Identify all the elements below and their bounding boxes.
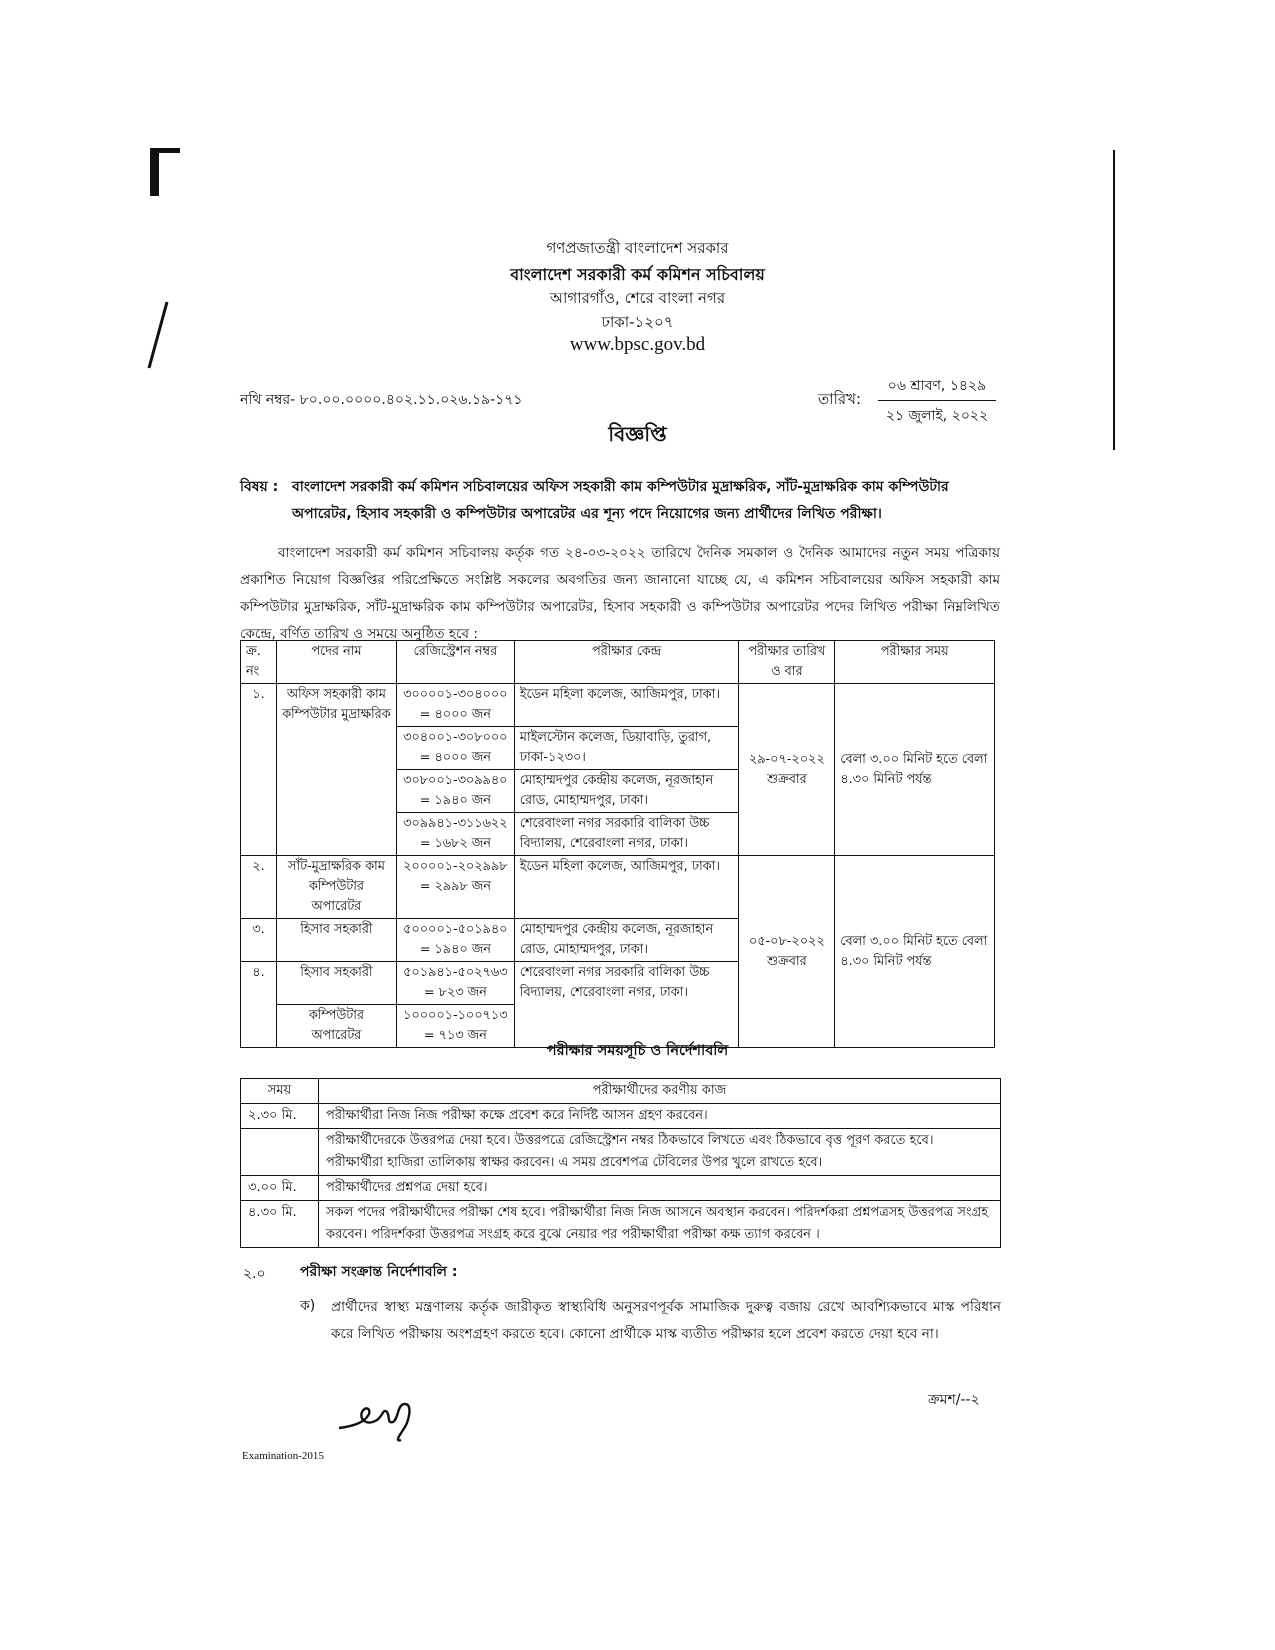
group1-time: বেলা ৩.০০ মিনিট হতে বেলা ৪.৩০ মিনিট পর্যন্ত bbox=[835, 684, 995, 856]
intro-paragraph: বাংলাদেশ সরকারী কর্ম কমিশন সচিবালয় কর্তৃক গত ২৪-০৩-২০২২ তারিখে দৈনিক সমকাল ও দৈনিক আমাদের নতুন সময় পত্রিকায় প্রকাশিত নিয়োগ বিজ্ঞপ্তির পরিপ্রেক্ষিতে সংশ্লিষ্ট সকলের অবগতির জন্য জানানো যাচ্ছে যে, এ কমিশন সচিবালয়ের অফিস সহকারী কাম কম্পিউটার মুদ্রাক্ষরিক, সাঁট-মুদ্রাক্ষরিক কাম কম্পিউটার অপারেটর, হিসাব সহকারী ও কম্পিউটার অপারেটর পদের লিখিত পরীক্ষা নিম্নলিখিত কেন্দ্রে, বর্ণিত তারিখ ও সময়ে অনুষ্ঠিত হবে : bbox=[240, 545, 1000, 642]
row-center: মোহাম্মদপুর কেন্দ্রীয় কলেজ, নূরজাহান রোড, মোহাম্মদপুর, ঢাকা। bbox=[514, 770, 739, 813]
schedule-header-row bbox=[241, 1079, 1001, 1104]
date-english: ২১ জুলাই, ২০২২ bbox=[885, 408, 989, 424]
section2-number: ২.০ bbox=[243, 1266, 266, 1282]
row-post: কম্পিউটার অপারেটর bbox=[276, 1005, 396, 1048]
group1-date: ২৯-০৭-২০২২ শুক্রবার bbox=[739, 684, 835, 856]
schedule-row bbox=[241, 1104, 1001, 1129]
header-website: www.bpsc.gov.bd bbox=[569, 334, 706, 355]
schedule-task: পরীক্ষার্থীদের প্রশ্নপত্র দেয়া হবে। bbox=[319, 1176, 1001, 1201]
row-post: হিসাব সহকারী bbox=[276, 962, 396, 1005]
scan-mark-corner bbox=[150, 148, 159, 196]
header-city: ঢাকা-১২০৭ bbox=[601, 313, 674, 331]
header-time: পরীক্ষার সময় bbox=[835, 641, 995, 684]
row-reg: ১০০০০১-১০০৭১৩ = ৭১৩ জন bbox=[396, 1005, 514, 1048]
schedule-title: পরীক্ষার সময়সূচি ও নির্দেশাবলি bbox=[546, 1043, 729, 1059]
notice-title: বিজ্ঞপ্তি bbox=[608, 422, 667, 446]
row-reg: ৫০০০০১-৫০১৯৪০ = ১৯৪০ জন bbox=[396, 919, 514, 962]
table-row bbox=[241, 856, 995, 919]
row-post: সাঁট-মুদ্রাক্ষরিক কাম কম্পিউটার অপারেটর bbox=[276, 856, 396, 919]
row-reg: ৫০১৯৪১-৫০২৭৬৩ = ৮২৩ জন bbox=[396, 962, 514, 1005]
header-date: পরীক্ষার তারিখ ও বার bbox=[739, 641, 835, 684]
row-serial: ১. bbox=[241, 684, 277, 856]
header-address: আগারগাঁও, শেরে বাংলা নগর bbox=[549, 289, 726, 307]
group2-time: বেলা ৩.০০ মিনিট হতে বেলা ৪.৩০ মিনিট পর্যন্ত bbox=[835, 856, 995, 1048]
header-reg: রেজিস্ট্রেশন নম্বর bbox=[396, 641, 514, 684]
table-row bbox=[241, 684, 995, 727]
header-post: পদের নাম bbox=[276, 641, 396, 684]
date-bangla: ০৬ শ্রাবণ, ১৪২৯ bbox=[878, 374, 996, 401]
scan-mark-corner-top bbox=[150, 148, 180, 153]
row-serial: ২. bbox=[241, 856, 277, 919]
row-center: শেরেবাংলা নগর সরকারি বালিকা উচ্চ বিদ্যালয়, শেরেবাংলা নগর, ঢাকা। bbox=[514, 813, 739, 856]
schedule-task: পরীক্ষার্থীদেরকে উত্তরপত্র দেয়া হবে। উত্তরপত্রে রেজিস্ট্রেশন নম্বর ঠিকভাবে লিখতে এবং ঠিকভাবে বৃত্ত পূরণ করতে হবে। পরীক্ষার্থীরা হাজিরা তালিকায় স্বাক্ষর করবেন। এ সময় প্রবেশপত্র টেবিলের উপর খুলে রাখতে হবে। bbox=[319, 1129, 1001, 1176]
row-center: মাইলস্টোন কলেজ, ডিয়াবাড়ি, তুরাগ, ঢাকা-১২৩০। bbox=[514, 727, 739, 770]
schedule-header-time: সময় bbox=[241, 1079, 319, 1104]
item-k-label: ক) bbox=[300, 1298, 316, 1314]
memo-number: নথি নম্বর- ৮০.০০.০০০০.৪০২.১১.০২৬.১৯-১৭১ bbox=[240, 392, 523, 408]
row-center: মোহাম্মদপুর কেন্দ্রীয় কলেজ, নূরজাহান রোড, মোহাম্মদপুর, ঢাকা। bbox=[514, 919, 739, 962]
section2-title: পরীক্ষা সংক্রান্ত নির্দেশাবলি : bbox=[300, 1264, 458, 1280]
header-government: গণপ্রজাতন্ত্রী বাংলাদেশ সরকার bbox=[546, 239, 729, 257]
row-post: অফিস সহকারী কাম কম্পিউটার মুদ্রাক্ষরিক bbox=[276, 684, 396, 856]
schedule-task: সকল পদের পরীক্ষার্থীদের পরীক্ষা শেষ হবে। পরীক্ষার্থীরা নিজ নিজ আসনে অবস্থান করবেন। পরিদর্শকরা প্রশ্নপত্রসহ উত্তরপত্র সংগ্রহ করবেন। পরিদর্শকরা উত্তরপত্র সংগ্রহ করে বুঝে নেয়ার পর পরীক্ষার্থীরা পরীক্ষা কক্ষ ত্যাগ করবেন । bbox=[319, 1201, 1001, 1248]
row-serial: ৩. bbox=[241, 919, 277, 962]
row-serial: ৪. bbox=[241, 962, 277, 1048]
subject-text: বাংলাদেশ সরকারী কর্ম কমিশন সচিবালয়ের অফিস সহকারী কাম কম্পিউটার মুদ্রাক্ষরিক, সাঁট-মুদ্রাক্ষরিক কাম কম্পিউটার অপারেটর, হিসাব সহকারী ও কম্পিউটার অপারেটর এর শূন্য পদে নিয়োগের জন্য প্রার্থীদের লিখিত পরীক্ষা। bbox=[292, 479, 949, 522]
row-center: ইডেন মহিলা কলেজ, আজিমপুর, ঢাকা। bbox=[514, 684, 739, 727]
item-k-text: প্রার্থীদের স্বাস্থ্য মন্ত্রণালয় কর্তৃক জারীকৃত স্বাস্থ্যবিধি অনুসরণপূর্বক সামাজিক দুরুত্ব বজায় রেখে আবশ্যিকভাবে মাস্ক পরিধান করে লিখিত পরীক্ষায় অংশগ্রহণ করতে হবে। কোনো প্রার্থীকে মাস্ক ব্যতীত পরীক্ষার হলে প্রবেশ করতে দেয়া হবে না। bbox=[331, 1299, 1001, 1342]
row-reg: ৩০৯৯৪১-৩১১৬২২ = ১৬৮২ জন bbox=[396, 813, 514, 856]
schedule-time: ৩.০০ মি. bbox=[241, 1176, 319, 1201]
row-reg: ৩০০০০১-৩০৪০০০ = ৪০০০ জন bbox=[396, 684, 514, 727]
date-label: তারিখ: bbox=[818, 390, 862, 408]
signature-icon bbox=[335, 1392, 425, 1447]
continuation-note: ক্রমশ/--২ bbox=[928, 1392, 980, 1408]
row-center: ইডেন মহিলা কলেজ, আজিমপুর, ঢাকা। bbox=[514, 856, 739, 919]
row-post: হিসাব সহকারী bbox=[276, 919, 396, 962]
schedule-task: পরীক্ষার্থীরা নিজ নিজ পরীক্ষা কক্ষে প্রবেশ করে নির্দিষ্ট আসন গ্রহণ করবেন। bbox=[319, 1104, 1001, 1129]
schedule-time: ৪.৩০ মি. bbox=[241, 1201, 319, 1248]
row-center: শেরেবাংলা নগর সরকারি বালিকা উচ্চ বিদ্যালয়, শেরেবাংলা নগর, ঢাকা। bbox=[514, 962, 739, 1048]
subject-block bbox=[240, 474, 1000, 528]
row-reg: ৩০৮০০১-৩০৯৯৪০ = ১৯৪০ জন bbox=[396, 770, 514, 813]
schedule-table bbox=[240, 1078, 1001, 1248]
row-reg: ২০০০০১-২০২৯৯৮ = ২৯৯৮ জন bbox=[396, 856, 514, 919]
footer-label: Examination-2015 bbox=[242, 1450, 324, 1462]
schedule-row bbox=[241, 1176, 1001, 1201]
subject-label: বিষয় : bbox=[240, 479, 279, 495]
schedule-header-task: পরীক্ষার্থীদের করণীয় কাজ bbox=[319, 1079, 1001, 1104]
header-serial: ক্র. নং bbox=[241, 641, 277, 684]
header-center: পরীক্ষার কেন্দ্র bbox=[514, 641, 739, 684]
schedule-time: ২.৩০ মি. bbox=[241, 1104, 319, 1129]
table-header-row bbox=[241, 641, 995, 684]
schedule-row bbox=[241, 1129, 1001, 1176]
row-reg: ৩০৪০০১-৩০৮০০০ = ৪০০০ জন bbox=[396, 727, 514, 770]
group2-date: ০৫-০৮-২০২২ শুক্রবার bbox=[739, 856, 835, 1048]
schedule-row bbox=[241, 1201, 1001, 1248]
schedule-time bbox=[241, 1129, 319, 1176]
header-secretariat: বাংলাদেশ সরকারী কর্ম কমিশন সচিবালয় bbox=[510, 265, 765, 284]
exam-center-table bbox=[240, 640, 995, 1048]
